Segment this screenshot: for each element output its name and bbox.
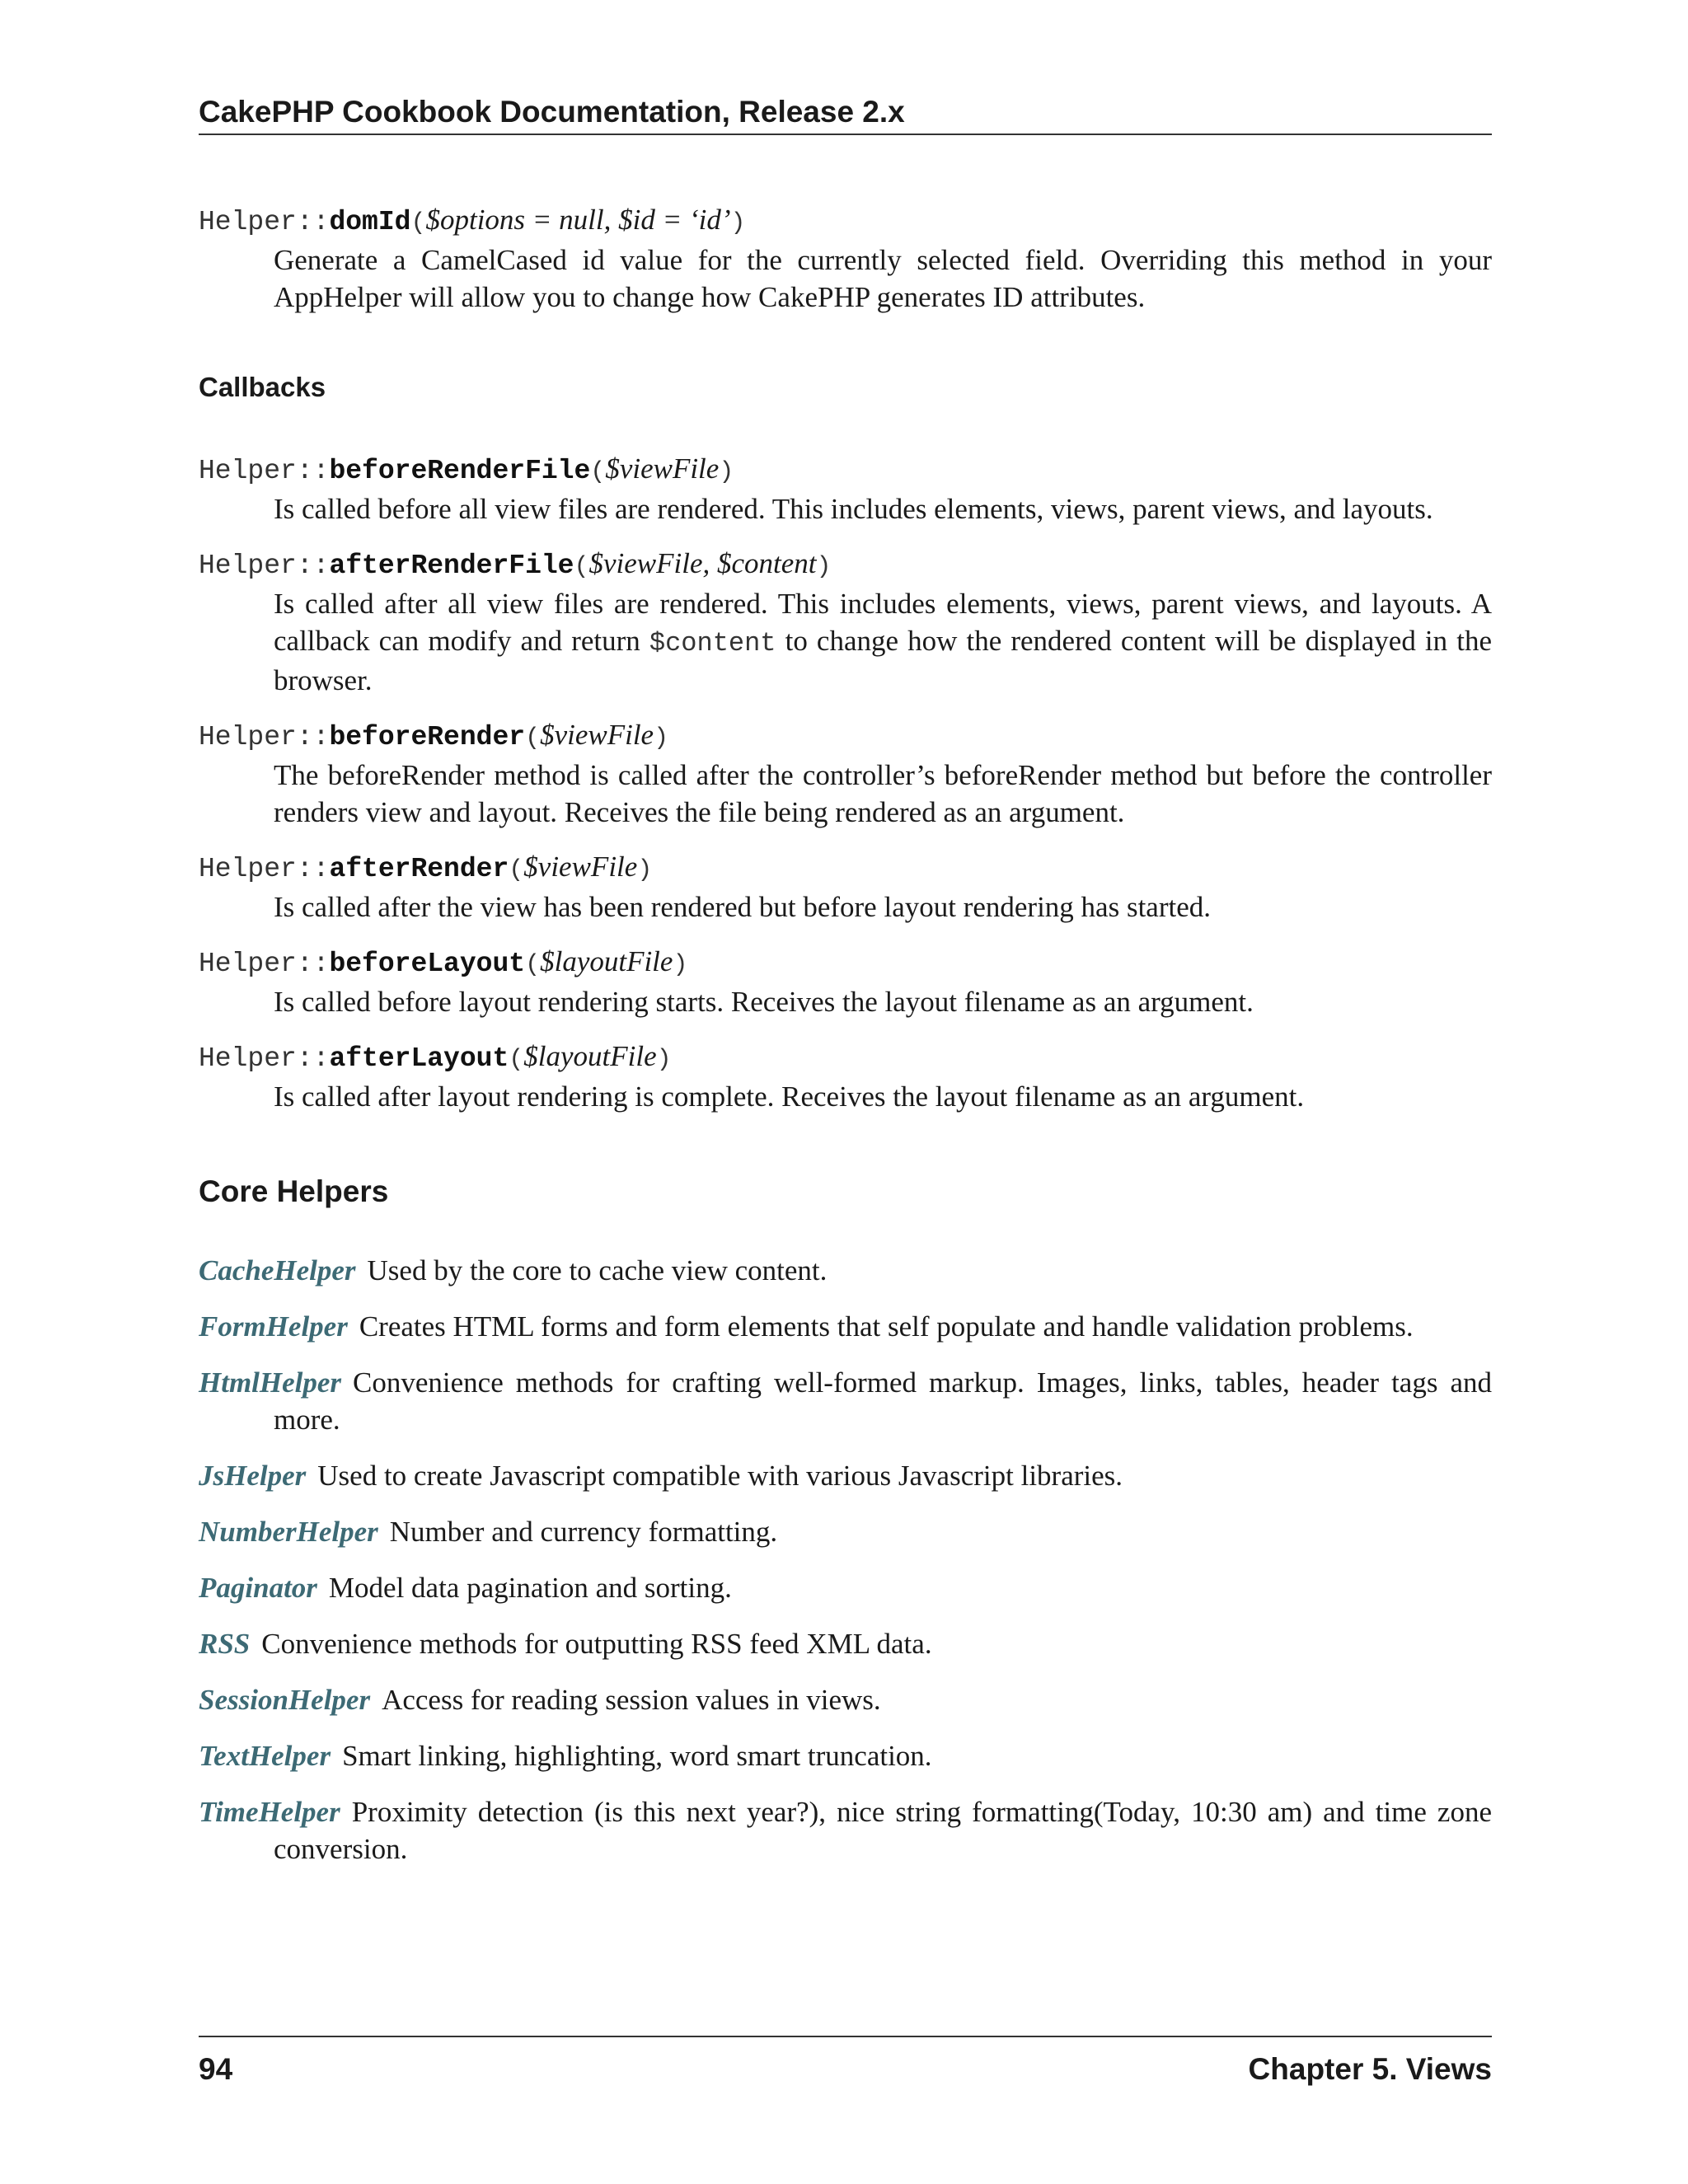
helper-description: Used by the core to cache view content. <box>367 1254 828 1286</box>
method-class: Helper <box>199 456 297 486</box>
method-class: Helper <box>199 1043 297 1074</box>
method-signature <box>199 202 1492 241</box>
close-paren: ) <box>719 458 734 486</box>
method-class: Helper <box>199 551 297 581</box>
helper-item <box>199 1364 1492 1438</box>
method-params: $options = null, $id = ‘id’ <box>425 204 731 236</box>
method-separator: :: <box>296 551 330 581</box>
method-params: $viewFile <box>605 452 720 485</box>
method-signature <box>199 944 1492 983</box>
method-signature <box>199 1038 1492 1078</box>
method-params: $viewFile <box>540 719 654 751</box>
helper-description: Used to create Javascript compatible with various Javascript libraries. <box>317 1460 1123 1492</box>
helper-description: Proximity detection (is this next year?), nice string formatting(Today, 10:30 am) and time zone conversion. <box>274 1796 1492 1865</box>
method-params: $viewFile, $content <box>588 547 817 579</box>
helper-link-sessionhelper[interactable]: SessionHelper <box>199 1684 371 1716</box>
helper-description: Number and currency formatting. <box>389 1516 778 1548</box>
helper-item <box>199 1252 1492 1289</box>
method-signature <box>199 849 1492 888</box>
open-paren: ( <box>590 458 606 486</box>
method-description: Generate a CamelCased id value for the currently selected field. Overriding this method in your AppHelper will allow you to change how CakePHP generates ID attributes. <box>274 244 1492 313</box>
close-paren: ) <box>730 209 746 237</box>
method-name: beforeLayout <box>329 949 526 979</box>
method-domid <box>199 202 1492 316</box>
open-paren: ( <box>410 209 426 237</box>
open-paren: ( <box>525 724 541 752</box>
method-name: beforeRenderFile <box>329 456 591 486</box>
method-name: beforeRender <box>329 722 526 752</box>
chapter-title: Chapter 5. Views <box>1248 2052 1492 2086</box>
helper-item <box>199 1569 1492 1606</box>
open-paren: ( <box>509 856 524 884</box>
close-paren: ) <box>673 951 688 979</box>
close-paren: ) <box>637 856 653 884</box>
method-params: $viewFile <box>523 851 638 883</box>
running-header: CakePHP Cookbook Documentation, Release 2.x <box>199 92 1492 135</box>
core-helpers-heading: Core Helpers <box>199 1174 389 1208</box>
method-params: $layoutFile <box>523 1040 657 1072</box>
inline-code: $content <box>649 628 776 658</box>
method-description <box>274 585 1492 699</box>
helper-description: Access for reading session values in views. <box>382 1684 881 1716</box>
close-paren: ) <box>654 724 669 752</box>
helper-link-formhelper[interactable]: FormHelper <box>199 1310 348 1343</box>
method-signature <box>199 451 1492 490</box>
method-description: Is called after layout rendering is complete. Receives the layout filename as an argument. <box>274 1080 1305 1113</box>
method-description: Is called after the view has been rendered but before layout rendering has started. <box>274 891 1212 923</box>
method-separator: :: <box>296 949 330 979</box>
page-number: 94 <box>199 2052 233 2086</box>
close-paren: ) <box>816 553 832 581</box>
open-paren: ( <box>525 951 541 979</box>
helper-link-texthelper[interactable]: TextHelper <box>199 1740 331 1772</box>
method-separator: :: <box>296 456 330 486</box>
helper-item <box>199 1457 1492 1494</box>
page <box>199 0 1492 2184</box>
method-description: Is called before all view files are rendered. This includes elements, views, parent views, and layouts. <box>274 493 1433 525</box>
open-paren: ( <box>574 553 589 581</box>
helper-item <box>199 1737 1492 1774</box>
method-afterlayout <box>199 1038 1492 1115</box>
method-separator: :: <box>296 207 330 237</box>
desc-text: to change how the rendered content will be displayed in the browser. <box>274 625 1492 696</box>
page-footer <box>199 2036 1492 2087</box>
method-description: Is called before layout rendering starts. Receives the layout filename as an argument. <box>274 986 1254 1018</box>
helper-item <box>199 1308 1492 1345</box>
close-paren: ) <box>656 1046 672 1074</box>
method-afterrenderfile <box>199 546 1492 699</box>
helper-description: Smart linking, highlighting, word smart truncation. <box>342 1740 932 1772</box>
helper-link-numberhelper[interactable]: NumberHelper <box>199 1516 378 1548</box>
helper-link-paginator[interactable]: Paginator <box>199 1572 317 1604</box>
helper-item <box>199 1681 1492 1718</box>
helper-link-timehelper[interactable]: TimeHelper <box>199 1796 340 1828</box>
helper-item <box>199 1793 1492 1868</box>
content <box>199 202 1492 1886</box>
method-name: afterLayout <box>329 1043 509 1074</box>
method-name: domId <box>329 207 411 237</box>
method-description: The beforeRender method is called after the controller’s beforeRender method but before the controller renders view and layout. Receives the file being rendered as an argument. <box>274 759 1492 828</box>
helper-description: Model data pagination and sorting. <box>328 1572 732 1604</box>
callbacks-heading: Callbacks <box>199 372 326 402</box>
helper-link-cachehelper[interactable]: CacheHelper <box>199 1254 356 1286</box>
method-separator: :: <box>296 722 330 752</box>
method-class: Helper <box>199 854 297 884</box>
method-beforerender <box>199 717 1492 831</box>
method-separator: :: <box>296 854 330 884</box>
helper-item <box>199 1513 1492 1550</box>
helper-description: Convenience methods for crafting well-formed markup. Images, links, tables, header tags and more. <box>274 1366 1492 1436</box>
method-class: Helper <box>199 722 297 752</box>
helper-description: Creates HTML forms and form elements that self populate and handle validation problems. <box>359 1310 1414 1343</box>
method-name: afterRenderFile <box>329 551 574 581</box>
desc-text: Is called after all view files are rendered. This includes elements, views, parent views, and layouts. A callback can modify and return <box>274 588 1492 657</box>
method-params: $layoutFile <box>540 945 673 977</box>
method-name: afterRender <box>329 854 509 884</box>
method-beforelayout <box>199 944 1492 1020</box>
method-afterrender <box>199 849 1492 926</box>
helper-item <box>199 1625 1492 1662</box>
helper-link-rss[interactable]: RSS <box>199 1628 251 1660</box>
method-signature <box>199 546 1492 585</box>
method-beforerenderfile <box>199 451 1492 527</box>
open-paren: ( <box>509 1046 524 1074</box>
helper-link-jshelper[interactable]: JsHelper <box>199 1460 307 1492</box>
method-signature <box>199 717 1492 757</box>
method-separator: :: <box>296 1043 330 1074</box>
method-class: Helper <box>199 949 297 979</box>
method-class: Helper <box>199 207 297 237</box>
helper-link-htmlhelper[interactable]: HtmlHelper <box>199 1366 342 1399</box>
helper-description: Convenience methods for outputting RSS feed XML data. <box>261 1628 932 1660</box>
